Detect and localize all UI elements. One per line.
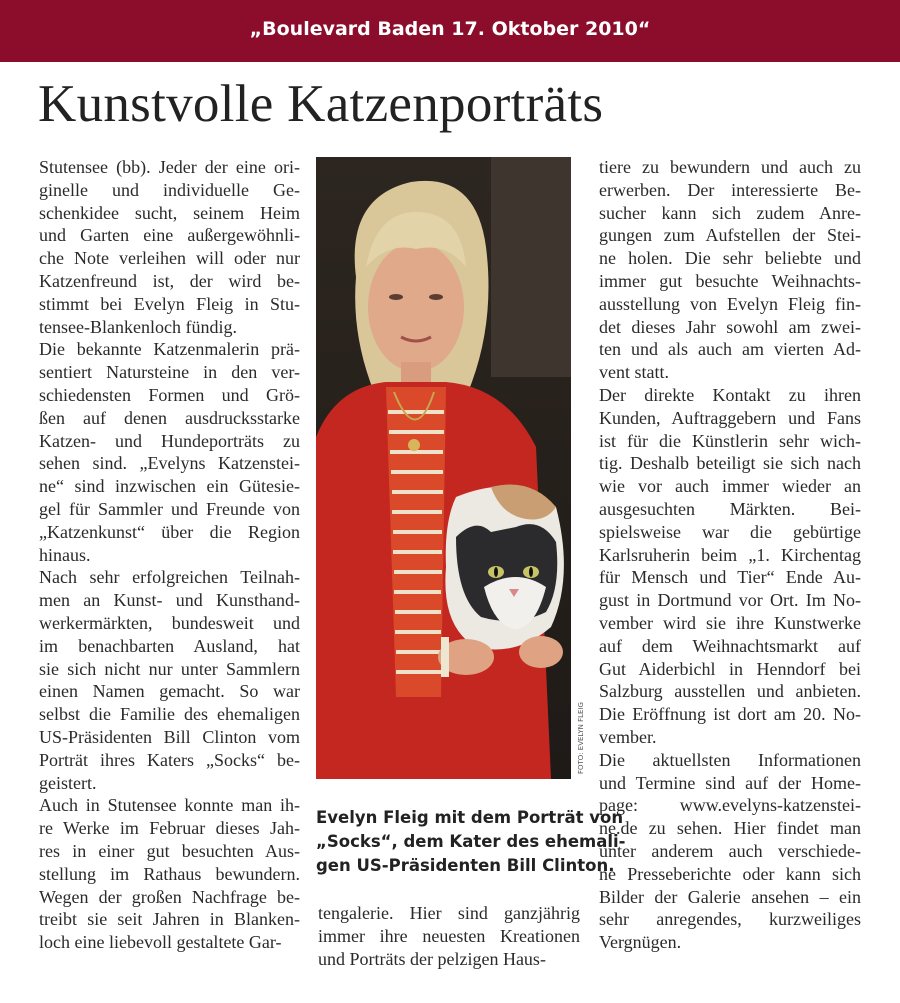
text-line: ausgesuchten Märkten. Bei-	[599, 498, 861, 519]
portrait-illustration	[316, 157, 571, 779]
text-line: ausstellung von Evelyn Fleig fin-	[599, 293, 861, 314]
article-column-middle	[318, 902, 580, 970]
photo-credit	[574, 696, 584, 776]
text-line: Salzburg ausstellen und anbieten.	[599, 681, 861, 702]
text-line: tig. Deshalb beteiligt sie sich nach	[599, 453, 861, 474]
text-line: Katzenfreund ist, der wird be-	[39, 270, 300, 291]
text-line: Porträt ihres Katers „Socks“ be-	[39, 749, 300, 770]
text-line: vent statt.	[599, 362, 669, 383]
article-column-right	[599, 156, 861, 954]
text-line: ist für die Künstlerin sehr wich-	[599, 430, 861, 451]
text-line: Wegen der großen Nachfrage be-	[39, 886, 300, 907]
text-line: treibt sie seit Jahren in Blanken-	[39, 909, 300, 930]
text-line: spielsweise war die gebürtige	[599, 521, 861, 542]
caption-line: „Socks“, dem Kater des ehemali-	[316, 832, 626, 851]
text-line: sie sich nicht nur unter Sammlern	[39, 658, 300, 679]
text-line: men an Kunst- und Kunsthand-	[39, 590, 300, 611]
text-line: schenkidee sucht, seinem Heim	[39, 202, 300, 223]
article-photo	[316, 157, 571, 779]
text-line: und Porträts der pelzigen Haus-	[318, 948, 546, 969]
text-line: ginelle und individuelle Ge-	[39, 179, 300, 200]
text-line: Die Eröffnung ist dort am 20. No-	[599, 704, 861, 725]
text-line: hinaus.	[39, 544, 91, 565]
text-line: Kunden, Auftraggebern und Fans	[599, 407, 861, 428]
text-line: „Katzenkunst“ über die Region	[39, 521, 300, 542]
text-line: werkermärkten, bundesweit und	[39, 612, 300, 633]
text-line: ne.de zu sehen. Hier findet man	[599, 818, 861, 839]
text-line: det dieses Jahr sowohl am zwei-	[599, 316, 861, 337]
text-line: Stutensee (bb). Jeder der eine ori-	[39, 157, 300, 177]
banner-title: „Boulevard Baden 17. Oktober 2010“	[249, 18, 651, 40]
text-line: für Mensch und Tier“ Ende Au-	[599, 567, 861, 588]
text-line: ßen auf denen ausdrucksstarke	[39, 407, 300, 428]
text-line: sehr anregendes, kurzweiliges	[599, 909, 861, 930]
caption-line: Evelyn Fleig mit dem Porträt von	[316, 808, 624, 827]
text-line: Die bekannte Katzenmalerin prä-	[39, 339, 300, 360]
source-banner	[0, 0, 900, 62]
article-headline: Kunstvolle Katzenporträts	[38, 75, 604, 133]
text-line: und Garten eine außergewöhnli-	[39, 225, 300, 246]
text-line: gungen zum Aufstellen der Stei-	[599, 225, 861, 246]
text-line: immer gut besuchte Weihnachts-	[599, 270, 861, 291]
text-line: einen Namen gemacht. So war	[39, 681, 300, 702]
photo-credit-text: FOTO: EVELYN FLEIG	[577, 702, 585, 774]
text-line: und Termine sind auf der Home-	[599, 772, 861, 793]
text-line: stellung im Rathaus bewundern.	[39, 863, 300, 884]
text-line: gust in Dortmund vor Ort. Im No-	[599, 590, 861, 611]
text-line: Der direkte Kontakt zu ihren	[599, 384, 861, 405]
text-line: sucher kann sich zudem Anre-	[599, 202, 861, 223]
text-line: tensee-Blankenloch fündig.	[39, 316, 237, 337]
text-line: Gut Aiderbichl in Henndorf bei	[599, 658, 861, 679]
text-line: vember.	[599, 726, 657, 747]
text-line: re Werke im Februar dieses Jah-	[39, 818, 300, 839]
text-line: tengalerie. Hier sind ganzjährig	[318, 903, 580, 923]
photo-caption	[316, 806, 626, 878]
caption-line: gen US-Präsidenten Bill Clinton.	[316, 856, 615, 875]
text-line: che Note verleihen will oder nur	[39, 248, 300, 269]
text-line: Katzen- und Hundeporträts zu	[39, 430, 300, 451]
text-line: Auch in Stutensee konnte man ih-	[39, 795, 300, 816]
text-line: Bilder der Galerie ansehen – ein	[599, 886, 861, 907]
text-line: wie vor auch immer wieder an	[599, 476, 861, 497]
text-line: Die aktuellsten Informationen	[599, 749, 861, 770]
text-line: geistert.	[39, 772, 97, 793]
text-line: stimmt bei Evelyn Fleig in Stu-	[39, 293, 300, 314]
text-line: loch eine liebevoll gestaltete Gar-	[39, 932, 282, 953]
article-column-left	[39, 156, 300, 954]
text-line: ne holen. Die sehr beliebte und	[599, 248, 861, 269]
text-line: ne“ sind inzwischen ein Gütesie-	[39, 476, 300, 497]
text-line: Nach sehr erfolgreichen Teilnah-	[39, 567, 300, 588]
text-line: selbst die Familie des ehemaligen	[39, 704, 300, 725]
text-line: unter anderem auch verschiede-	[599, 840, 861, 861]
text-line: ne Presseberichte oder kann sich	[599, 863, 861, 884]
text-line: gel für Sammler und Freunde von	[39, 498, 300, 519]
text-line: Vergnügen.	[599, 932, 682, 953]
text-line: US-Präsidenten Bill Clinton vom	[39, 726, 300, 747]
text-line: tiere zu bewundern und auch zu	[599, 157, 861, 177]
text-line: Karlsruherin beim „1. Kirchentag	[599, 544, 861, 565]
text-line: immer ihre neuesten Kreationen	[318, 925, 580, 946]
text-line: res in einer gut besuchten Aus-	[39, 840, 300, 861]
text-line: sehen sind. „Evelyns Katzenstei-	[39, 453, 300, 474]
text-line: page: www.evelyns-katzenstei-	[599, 795, 861, 816]
text-line: auf dem Weihnachtsmarkt auf	[599, 635, 861, 656]
text-line: schiedensten Formen und Grö-	[39, 384, 300, 405]
text-line: ten und als auch am vierten Ad-	[599, 339, 861, 360]
text-line: erwerben. Der interessierte Be-	[599, 179, 861, 200]
text-line: im benachbarten Ausland, hat	[39, 635, 300, 656]
text-line: sentiert Natursteine in den ver-	[39, 362, 300, 383]
text-line: vember wird sie ihre Kunstwerke	[599, 612, 861, 633]
